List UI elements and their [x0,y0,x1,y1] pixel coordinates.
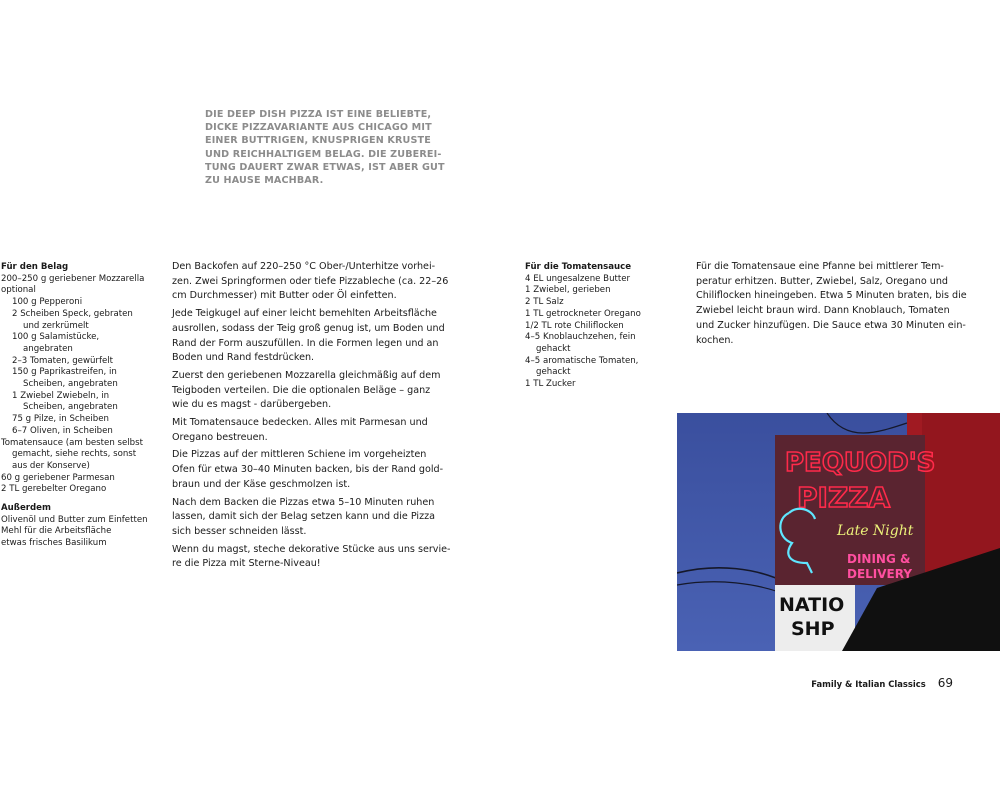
text-line: Ofen für etwa 30–40 Minuten backen, bis der Rand gold- [172,464,444,476]
ingredient-item: 1/2 TL rote Chiliflocken [525,320,624,331]
text-line: Oregano bestreuen. [172,431,268,443]
ingredient-item: Tomatensauce (am besten selbst [1,437,143,448]
ingredient-item: 2 TL Salz [525,297,564,308]
sign-text-delivery: DELIVERY [847,567,913,581]
text-line: sich besser schneiden lässt. [172,525,307,537]
ingredient-item: 2 Scheiben Speck, gebraten [12,308,133,319]
ingredient-item: 6–7 Oliven, in Scheiben [12,425,113,436]
ingredient-item: aus der Konserve) [12,460,90,471]
instruction-paragraph [172,448,444,492]
ingredient-item: optional [1,285,36,296]
ingredient-item: etwas frisches Basilikum [1,538,107,549]
ingredient-item: 2–3 Tomaten, gewürfelt [12,355,114,366]
ingredient-item: 1 Zwiebel Zwiebeln, in [12,390,110,401]
ingredient-item: 1 TL getrockneter Oregano [525,308,641,319]
text-line: cm Durchmesser) mit Butter oder Öl einfetten. [172,290,397,302]
ingredient-item: angebraten [23,343,73,354]
instruction-paragraph [172,416,434,445]
text-line: Rand der Form auszufüllen. In die Formen legen und an [172,337,439,349]
instructions-pizza [172,260,451,575]
ingredients-topping [1,262,151,550]
text-line: Boden und Rand festdrücken. [172,352,315,364]
text-line: Jede Teigkugel auf einer leicht bemehlten Arbeitsfläche [172,308,437,320]
neon-sign-photo [677,413,1000,651]
intro-text [205,108,445,187]
text-line: peratur erhitzen. Butter, Zwiebel, Salz, Oregano und [696,275,949,287]
instruction-paragraph [172,369,441,413]
ingredient-item: und zerkrümelt [23,320,89,331]
text-line: wie du es magst - darübergeben. [172,399,332,411]
intro-line: UND REICHHALTIGEM BELAG. DIE ZUBEREI- [205,148,442,160]
ingredient-item: 150 g Paprikastreifen, in [12,367,117,378]
instruction-paragraph [172,260,449,304]
spacer [1,496,151,503]
ingredient-item: 1 TL Zucker [525,379,576,390]
ingredient-item: 4 EL ungesalzene Butter [525,273,631,284]
ingredient-item: Olivenöl und Butter zum Einfetten [1,514,148,525]
text-line: Für die Tomatensaue eine Pfanne bei mittlerer Tem- [696,261,944,272]
instructions-sauce [696,260,967,351]
instruction-paragraph [172,496,434,540]
marquee-text-line2: SHP [791,618,835,640]
sign-text-pequods: PEQUOD'S [785,448,936,478]
ingredient-item: 200–250 g geriebener Mozzarella [1,273,145,284]
intro-line: DIE DEEP DISH PIZZA IST EINE BELIEBTE, [205,109,432,120]
marquee-text-line1: NATIO [779,594,845,616]
ingredient-item: Mehl für die Arbeitsfläche [1,526,112,537]
page-footer [811,676,953,690]
section-title: Family & Italian Classics [811,679,926,689]
ingredients-heading: Für den Belag [1,262,69,272]
intro-line: ZU HAUSE MACHBAR. [205,175,324,187]
intro-line: EINER BUTTRIGEN, KNUSPRIGEN KRUSTE [205,135,431,147]
ingredient-item: 1 Zwiebel, gerieben [525,285,611,296]
text-line: zen. Zwei Springformen oder tiefe Pizzableche (ca. 22–26 [172,275,449,287]
intro-line: TUNG DAUERT ZWAR ETWAS, IST ABER GUT [205,161,445,173]
instruction-paragraph [172,307,445,366]
ingredient-item: gehackt [536,367,571,378]
ingredient-item: 60 g geriebener Parmesan [1,472,115,483]
text-line: Chiliflocken hineingeben. Etwa 5 Minuten braten, bis die [696,290,967,302]
ingredient-item: Scheiben, angebraten [23,379,118,390]
ingredient-item: 2 TL gerebelter Oregano [1,484,107,495]
text-line: re die Pizza mit Sterne-Niveau! [172,558,321,570]
text-line: kochen. [696,334,734,346]
text-line: und Zucker hinzufügen. Die Sauce etwa 30 Minuten ein- [696,319,966,331]
instruction-paragraph [696,260,967,348]
ingredient-item: gemacht, siehe rechts, sonst [12,449,137,460]
intro-line: DICKE PIZZAVARIANTE AUS CHICAGO MIT [205,122,432,134]
text-line: ausrollen, sodass der Teig groß genug ist, um Boden und [172,322,445,334]
ingredient-item: 4–5 aromatische Tomaten, [525,355,639,366]
text-line: Mit Tomatensauce bedecken. Alles mit Parmesan und [172,417,428,429]
sign-text-pizza: PIZZA [797,481,891,514]
ingredient-item: gehackt [536,343,571,354]
instruction-paragraph [172,543,451,572]
neon-sign-illustration [677,413,1000,651]
text-line: Teigboden verteilen. Die die optionalen Beläge – ganz [172,384,431,396]
ingredient-item: 4–5 Knoblauchzehen, fein [525,332,636,343]
ingredient-item: 75 g Pilze, in Scheiben [12,414,109,425]
ingredients-heading: Für die Tomatensauce [525,262,632,272]
text-line: Zwiebel leicht braun wird. Dann Knoblauch, Tomaten [696,305,950,317]
ingredient-item: 100 g Pepperoni [12,297,83,308]
ingredient-item: 100 g Salamistücke, [12,332,100,343]
page-number: 69 [937,676,953,690]
text-line: Wenn du magst, steche dekorative Stücke aus uns servie- [172,543,451,555]
text-line: Den Backofen auf 220–250 °C Ober-/Unterhitze vorhei- [172,261,436,272]
sign-text-late-night: Late Night [837,523,914,539]
ingredients-heading: Außerdem [1,503,51,514]
ingredient-item: Scheiben, angebraten [23,402,118,413]
text-line: Nach dem Backen die Pizzas etwa 5–10 Minuten ruhen [172,496,435,508]
text-line: Zuerst den geriebenen Mozzarella gleichmäßig auf dem [172,369,441,381]
ingredients-sauce [525,262,675,391]
text-line: braun und der Käse geschmolzen ist. [172,478,351,490]
text-line: lassen, damit sich der Belag setzen kann und die Pizza [172,511,436,523]
sign-text-dining: DINING & [847,552,911,566]
text-line: Die Pizzas auf der mittleren Schiene im vorgeheizten [172,449,427,461]
